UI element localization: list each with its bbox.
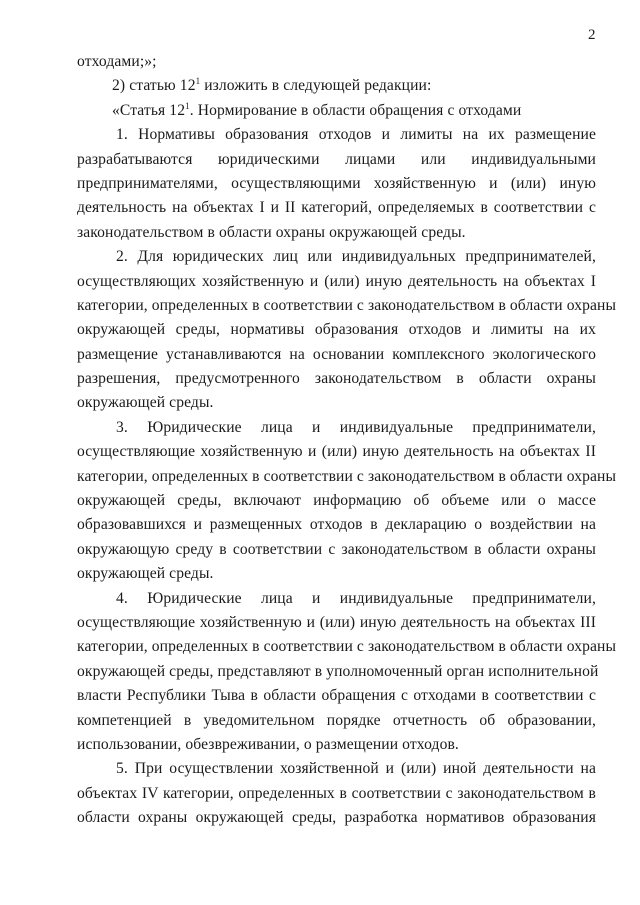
paragraph-4	[77, 587, 617, 758]
text-line: 2. Для юридических лиц или индивидуальных предпринимателей,	[116, 248, 596, 266]
paragraph-5	[77, 757, 596, 830]
text-line: разрешения, предусмотренного законодательством в области охраны	[77, 370, 596, 388]
text-line: законодательством в области охраны окружающей среды.	[77, 223, 466, 241]
page-number: 2	[588, 27, 596, 43]
text-line: окружающей среды.	[77, 394, 214, 412]
text-line: категории, определенных в соответствии с законодательством в области охраны	[77, 638, 617, 656]
text-line: осуществляющие хозяйственную и (или) иную деятельность на объектах III	[77, 613, 596, 631]
document-body	[77, 50, 617, 831]
superscript: 1	[195, 76, 201, 87]
text-line: осуществляющих хозяйственную и (или) иную деятельность на объектах I	[77, 272, 596, 290]
article-heading	[77, 99, 596, 123]
text-line: разрабатываются юридическими лицами или индивидуальными	[77, 150, 596, 168]
text-line: власти Республики Тыва в области обращения с отходами в соответствии с	[77, 687, 596, 705]
text-line: отходами;»;	[77, 53, 157, 70]
text-span: 2) статью 12	[112, 77, 196, 95]
text-line: области охраны окружающей среды, разработка нормативов образования	[77, 809, 596, 827]
text-span: . Нормирование в области обращения с отходами	[189, 101, 522, 119]
text-line: окружающей среды, представляют в уполномоченный орган исполнительной	[77, 662, 599, 680]
text-line: 5. При осуществлении хозяйственной и (или) иной деятельности на	[116, 760, 596, 778]
text-span: изложить в следующей редакции:	[200, 77, 432, 95]
superscript: 1	[185, 100, 190, 111]
text-line: окружающей среды, нормативы образования отходов и лимиты на их	[77, 321, 596, 339]
text-line: деятельность на объектах I и II категорий, определяемых в соответствии с	[77, 199, 596, 217]
text-line: категории, определенных в соответствии с законодательством в области охраны	[77, 296, 617, 314]
amendment-item	[77, 74, 596, 98]
text-line: использовании, обезвреживании, о размещении отходов.	[77, 735, 459, 753]
text-line: категории, определенных в соответствии с законодательством в области охраны	[77, 467, 617, 485]
text-span: «Статья 12	[112, 101, 186, 119]
text-line: 4. Юридические лица и индивидуальные предприниматели,	[116, 589, 596, 607]
text-line: окружающей среды.	[77, 565, 214, 583]
text-line: осуществляющие хозяйственную и (или) иную деятельность на объектах II	[77, 443, 596, 461]
text-line: окружающую среду в соответствии с законодательством в области охраны	[77, 540, 596, 558]
text-line: образовавшихся и размещенных отходов в декларацию о воздействии на	[77, 516, 596, 534]
text-line: размещение устанавливаются на основании комплексного экологического	[77, 345, 596, 363]
paragraph-1	[77, 123, 596, 245]
text-line: предпринимателями, осуществляющими хозяйственную и (или) иную	[77, 174, 596, 192]
text-line: 3. Юридические лица и индивидуальные предприниматели,	[116, 418, 596, 436]
paragraph-3	[77, 416, 617, 587]
paragraph-2	[77, 245, 617, 416]
text-line: объектах IV категории, определенных в соответствии с законодательством в	[77, 784, 596, 802]
text-line: окружающей среды, включают информацию об объеме или о массе	[77, 492, 596, 510]
text-line: 1. Нормативы образования отходов и лимиты на их размещение	[116, 126, 596, 144]
text-line: компетенцией в уведомительном порядке отчетность об образовании,	[77, 711, 596, 729]
